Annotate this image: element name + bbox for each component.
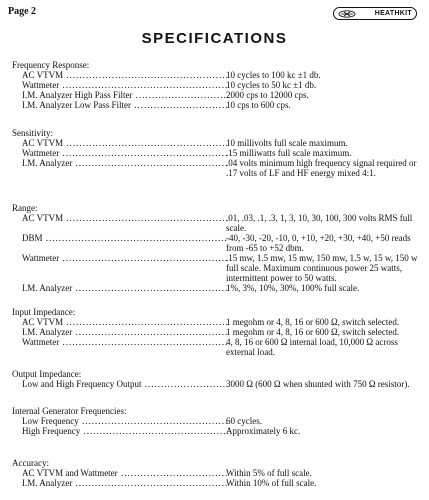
spec-label: I.M. Analyzer Low Pass Filter ..... xyxy=(22,100,228,110)
spec-row xyxy=(12,148,422,158)
spec-label: Wattmeter ..... xyxy=(22,253,228,263)
spec-value: -40, -30, -20, -10, 0, +10, +20, +30, +40, +50 reads from -65 to +52 dbm. xyxy=(226,233,411,253)
spec-row xyxy=(12,80,422,90)
spec-value: .15 mw, 1.5 mw, 15 mw, 150 mw, 1.5 w, 15 w, 150 w full scale. Maximum continuous power 25 watts, intermittent power to 50 watts. xyxy=(226,253,418,283)
logo-emblem-icon xyxy=(338,10,356,18)
spec-label: Low Frequency ..... xyxy=(22,416,228,426)
spec-row xyxy=(12,478,422,488)
section-heading: Input Impedance: xyxy=(12,307,76,317)
spec-value: 10 millivolts full scale maximum. xyxy=(226,138,348,148)
spec-value: Within 10% of full scale. xyxy=(226,478,317,488)
spec-row xyxy=(12,337,422,357)
section-heading: Frequency Response: xyxy=(12,60,90,70)
spec-row xyxy=(12,70,422,80)
page-number: Page 2 xyxy=(8,6,37,17)
section-accuracy xyxy=(12,458,422,488)
spec-label: Low and High Frequency Output ..... xyxy=(22,379,228,389)
spec-value: .15 milliwatts full scale maximum. xyxy=(226,148,352,158)
spec-label: AC VTVM ..... xyxy=(22,70,228,80)
section-range xyxy=(12,203,422,293)
spec-row xyxy=(12,426,422,436)
spec-value: 10 cycles to 100 kc ±1 db. xyxy=(226,70,321,80)
spec-label: AC VTVM ..... xyxy=(22,138,228,148)
logo-text: HEATHKIT xyxy=(374,10,412,17)
spec-label: AC VTVM and Wattmeter ..... xyxy=(22,468,228,478)
spec-label: AC VTVM ..... xyxy=(22,213,228,223)
spec-label: I.M. Analyzer ..... xyxy=(22,158,228,168)
spec-value: 4, 8, 16 or 600 Ω internal load, 10,000 Ω across external load. xyxy=(226,337,398,357)
spec-value: 1 megohm or 4, 8, 16 or 600 Ω, switch selected. xyxy=(226,317,400,327)
section-input-impedance xyxy=(12,307,422,357)
spec-label: DBM ..... xyxy=(22,233,228,243)
spec-value: 10 cps to 600 cps. xyxy=(226,100,291,110)
spec-label: I.M. Analyzer ..... xyxy=(22,327,228,337)
section-heading: Accuracy: xyxy=(12,458,49,468)
heathkit-logo xyxy=(333,7,417,20)
spec-row xyxy=(12,253,422,283)
spec-value: .01, .03, .1, .3, 1, 3, 10, 30, 100, 300 volts RMS full scale. xyxy=(226,213,413,233)
spec-label: Wattmeter ..... xyxy=(22,148,228,158)
spec-label: AC VTVM ..... xyxy=(22,317,228,327)
spec-label: I.M. Analyzer ..... xyxy=(22,283,228,293)
spec-row xyxy=(12,138,422,148)
spec-value: 10 cycles to 50 kc ±1 db. xyxy=(226,80,317,90)
spec-label: Wattmeter ..... xyxy=(22,337,228,347)
spec-label: High Frequency ..... xyxy=(22,426,228,436)
spec-value: 1 megohm or 4, 8, 16 or 600 Ω, switch selected. xyxy=(226,327,400,337)
section-frequency-response xyxy=(12,60,422,110)
spec-row xyxy=(12,158,422,178)
spec-value: 2000 cps to 12000 cps. xyxy=(226,90,309,100)
spec-row xyxy=(12,90,422,100)
spec-value: 3000 Ω (600 Ω when shunted with 750 Ω resistor). xyxy=(226,379,410,389)
spec-value: 1%, 3%, 10%, 30%, 100% full scale. xyxy=(226,283,360,293)
spec-row xyxy=(12,233,422,253)
spec-row xyxy=(12,327,422,337)
spec-value: Within 5% of full scale. xyxy=(226,468,312,478)
spec-row xyxy=(12,283,422,293)
section-internal-generator-frequencies xyxy=(12,406,422,436)
spec-value: Approximately 6 kc. xyxy=(226,426,301,436)
section-output-impedance xyxy=(12,369,422,389)
spec-label: I.M. Analyzer ..... xyxy=(22,478,228,488)
spec-row xyxy=(12,213,422,233)
section-heading: Output Impedance: xyxy=(12,369,82,379)
spec-row xyxy=(12,100,422,110)
section-heading: Sensitivity: xyxy=(12,128,54,138)
spec-value: .04 volts minimum high frequency signal required or .17 volts of LF and HF energy mixed 4:1. xyxy=(226,158,417,178)
spec-row xyxy=(12,379,422,389)
section-heading: Internal Generator Frequencies: xyxy=(12,406,127,416)
spec-row xyxy=(12,317,422,327)
section-sensitivity xyxy=(12,128,422,178)
page-title: SPECIFICATIONS xyxy=(141,30,288,47)
section-heading: Range: xyxy=(12,203,38,213)
spec-value: 60 cycles. xyxy=(226,416,262,426)
spec-label: I.M. Analyzer High Pass Filter ..... xyxy=(22,90,228,100)
spec-row xyxy=(12,468,422,478)
spec-row xyxy=(12,416,422,426)
spec-label: Wattmeter ..... xyxy=(22,80,228,90)
